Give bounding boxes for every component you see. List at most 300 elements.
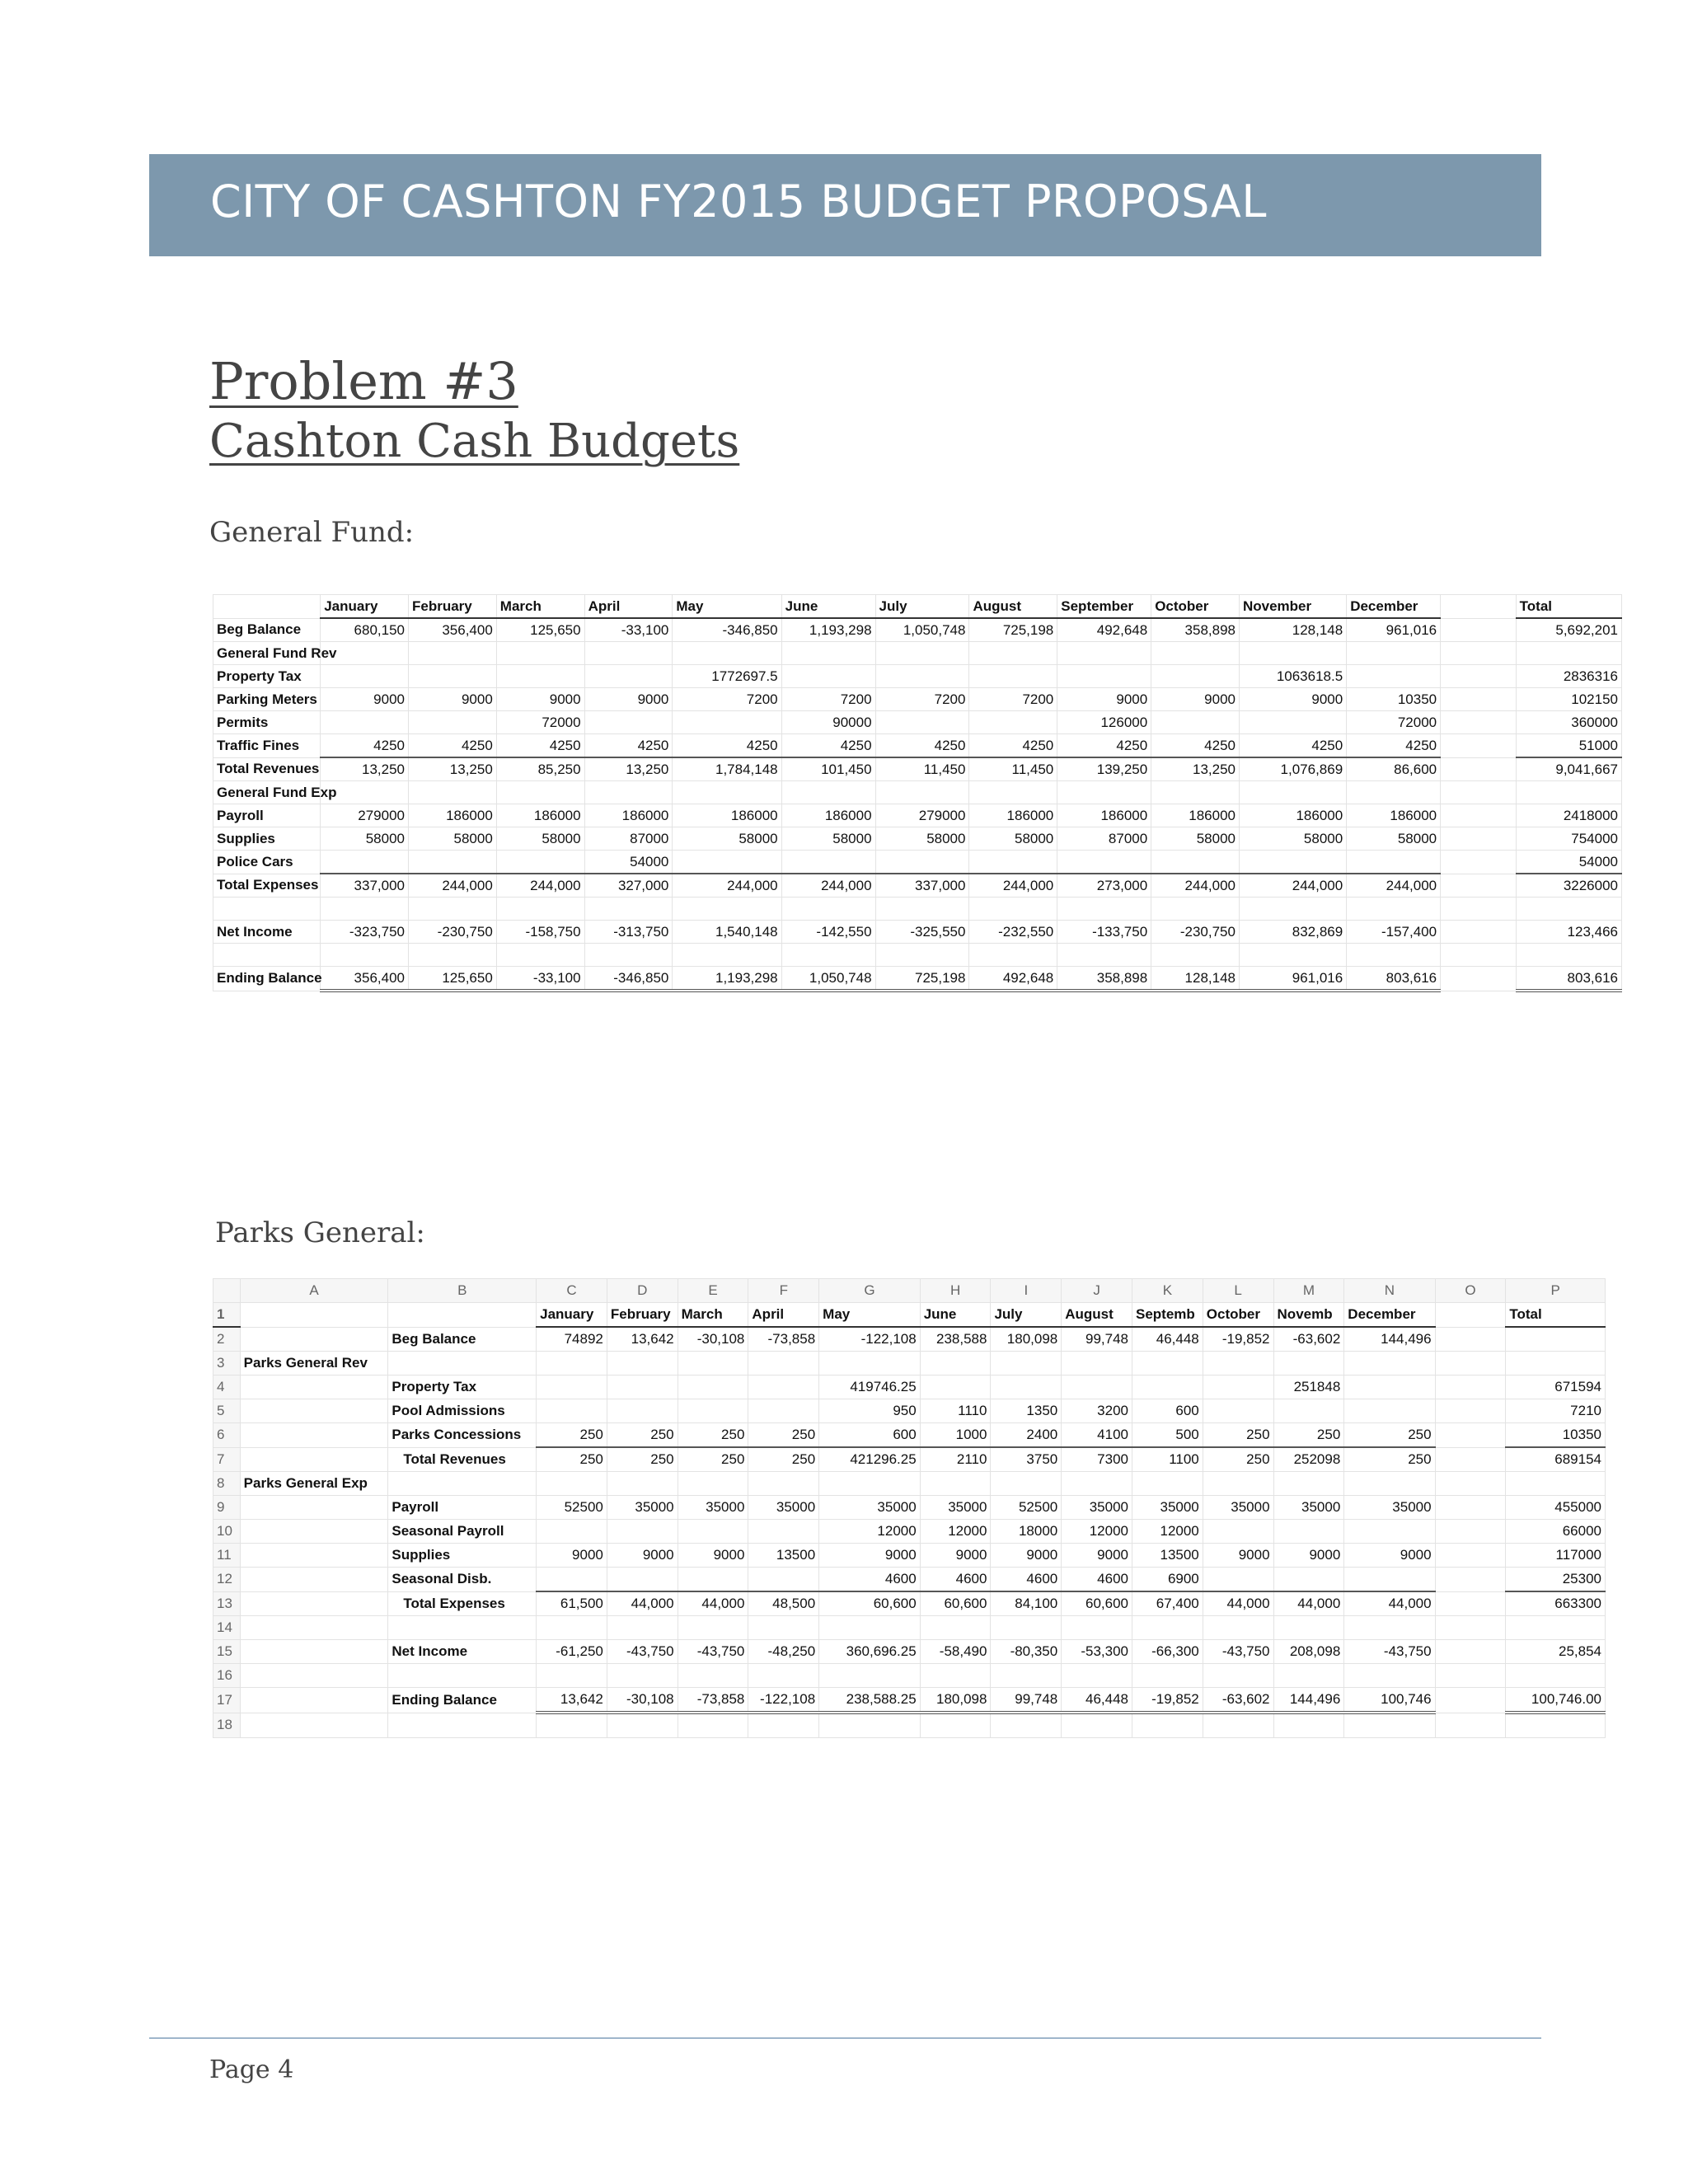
- pk-value-cell: [1344, 1520, 1435, 1544]
- pk-column-header[interactable]: N: [1344, 1279, 1435, 1303]
- gf-value-cell: 125,650: [496, 618, 584, 642]
- gf-row-label: Ending Balance: [213, 967, 321, 991]
- gf-row-label: Permits: [213, 711, 321, 734]
- pk-gap-cell: [1435, 1520, 1506, 1544]
- gf-month-header: February: [409, 595, 497, 619]
- pk-row-label: Parks Concessions: [388, 1423, 537, 1448]
- pk-value-cell: 18000: [991, 1520, 1062, 1544]
- pk-empty-cell: [1132, 1352, 1203, 1376]
- gf-value-cell: [673, 711, 781, 734]
- pk-empty-cell: [819, 1472, 921, 1496]
- gf-value-cell: [1151, 781, 1240, 804]
- pk-empty-cell: [748, 1616, 819, 1640]
- pk-month-header: February: [607, 1303, 678, 1328]
- gf-value-cell: -323,750: [321, 921, 409, 944]
- gf-value-cell: 279000: [321, 804, 409, 827]
- pk-column-header[interactable]: L: [1203, 1279, 1273, 1303]
- pk-column-header[interactable]: O: [1435, 1279, 1506, 1303]
- pk-value-cell: 250: [607, 1447, 678, 1472]
- gf-value-cell: 186000: [1239, 804, 1346, 827]
- gf-value-cell: [321, 851, 409, 874]
- pk-month-header: October: [1203, 1303, 1273, 1328]
- gf-table-row: [213, 734, 1622, 758]
- pk-empty-cell: [388, 1303, 537, 1328]
- gf-value-cell: -230,750: [1151, 921, 1240, 944]
- gf-value-cell: [875, 642, 969, 665]
- pk-row-number[interactable]: 10: [213, 1520, 241, 1544]
- gf-value-cell: [781, 851, 875, 874]
- gf-value-cell: 725,198: [969, 618, 1057, 642]
- pk-value-cell: -48,250: [748, 1640, 819, 1664]
- gf-gap-cell: [1441, 734, 1517, 758]
- gf-row-label: Property Tax: [213, 665, 321, 688]
- gf-value-cell: [409, 781, 497, 804]
- pk-gap-cell: [1435, 1303, 1506, 1328]
- gf-value-cell: 58000: [673, 827, 781, 851]
- pk-empty-cell: [1344, 1616, 1435, 1640]
- gf-value-cell: 10350: [1347, 688, 1441, 711]
- gf-empty-cell: [1516, 898, 1621, 921]
- pk-value-cell: 180,098: [920, 1688, 991, 1713]
- pk-empty-cell: [1273, 1713, 1344, 1738]
- pk-empty-cell: [240, 1496, 388, 1520]
- gf-value-cell: [1239, 851, 1346, 874]
- gf-value-cell: 54000: [584, 851, 673, 874]
- gf-value-cell: [409, 851, 497, 874]
- gf-table-row: [213, 781, 1622, 804]
- parks-general-table: [213, 1278, 1606, 1738]
- pk-value-cell: 35000: [1344, 1496, 1435, 1520]
- pk-value-cell: 4600: [920, 1568, 991, 1592]
- pk-row-number[interactable]: 8: [213, 1472, 241, 1496]
- gf-month-header: July: [875, 595, 969, 619]
- gf-value-cell: 9000: [1151, 688, 1240, 711]
- gf-value-cell: [969, 711, 1057, 734]
- gf-value-cell: -346,850: [584, 967, 673, 991]
- pk-column-header[interactable]: A: [240, 1279, 388, 1303]
- gf-gap-cell: [1441, 757, 1517, 781]
- gf-empty-cell: [409, 898, 497, 921]
- gf-empty-cell: [673, 898, 781, 921]
- pk-value-cell: 250: [678, 1447, 748, 1472]
- gf-value-cell: [969, 851, 1057, 874]
- gf-value-cell: 273,000: [1057, 874, 1151, 898]
- pk-value-cell: -122,108: [748, 1688, 819, 1713]
- pk-value-cell: 99,748: [1062, 1327, 1132, 1352]
- pk-value-cell: 1110: [920, 1399, 991, 1423]
- pk-total-cell: 663300: [1506, 1591, 1606, 1616]
- gf-value-cell: [496, 665, 584, 688]
- gf-value-cell: [781, 642, 875, 665]
- gf-value-cell: [673, 851, 781, 874]
- gf-value-cell: 58000: [409, 827, 497, 851]
- pk-value-cell: 13,642: [607, 1327, 678, 1352]
- pk-column-header[interactable]: J: [1062, 1279, 1132, 1303]
- gf-value-cell: 4250: [781, 734, 875, 758]
- pk-value-cell: 44,000: [1203, 1591, 1273, 1616]
- pk-empty-cell: [607, 1664, 678, 1688]
- pk-column-header[interactable]: F: [748, 1279, 819, 1303]
- pk-value-cell: 208,098: [1273, 1640, 1344, 1664]
- pk-value-cell: -122,108: [819, 1327, 921, 1352]
- gf-value-cell: [496, 781, 584, 804]
- gf-value-cell: [1151, 711, 1240, 734]
- pk-column-header[interactable]: P: [1506, 1279, 1606, 1303]
- gf-value-cell: 58000: [1347, 827, 1441, 851]
- pk-table-row: [213, 1399, 1606, 1423]
- gf-value-cell: 87000: [1057, 827, 1151, 851]
- pk-value-cell: 52500: [991, 1496, 1062, 1520]
- pk-table-row: [213, 1472, 1606, 1496]
- pk-value-cell: [1273, 1568, 1344, 1592]
- pk-value-cell: -43,750: [1203, 1640, 1273, 1664]
- pk-value-cell: -66,300: [1132, 1640, 1203, 1664]
- pk-column-header[interactable]: D: [607, 1279, 678, 1303]
- gf-empty-cell: [969, 944, 1057, 967]
- pk-empty-cell: [920, 1352, 991, 1376]
- pk-value-cell: 7300: [1062, 1447, 1132, 1472]
- gf-empty-cell: [321, 944, 409, 967]
- pk-table-row: [213, 1423, 1606, 1448]
- pk-value-cell: [678, 1520, 748, 1544]
- pk-total-cell: 66000: [1506, 1520, 1606, 1544]
- gf-value-cell: 1,784,148: [673, 757, 781, 781]
- pk-empty-cell: [1435, 1352, 1506, 1376]
- pk-value-cell: -19,852: [1132, 1688, 1203, 1713]
- pk-value-cell: 1000: [920, 1423, 991, 1448]
- gf-value-cell: 4250: [1057, 734, 1151, 758]
- pk-row-number[interactable]: 5: [213, 1399, 241, 1423]
- gf-empty-cell: [496, 898, 584, 921]
- pk-empty-cell: [1062, 1664, 1132, 1688]
- pk-section-label: Parks General Rev: [240, 1352, 388, 1376]
- pk-empty-cell: [748, 1713, 819, 1738]
- gf-total-cell: 51000: [1516, 734, 1621, 758]
- gf-value-cell: [409, 711, 497, 734]
- gf-total-cell: 803,616: [1516, 967, 1621, 991]
- pk-value-cell: [991, 1376, 1062, 1399]
- gf-total-cell: 2418000: [1516, 804, 1621, 827]
- gf-value-cell: 356,400: [321, 967, 409, 991]
- pk-gap-cell: [1435, 1640, 1506, 1664]
- pk-row-number[interactable]: 11: [213, 1544, 241, 1568]
- gf-value-cell: 492,648: [1057, 618, 1151, 642]
- gf-empty-cell: [1441, 898, 1517, 921]
- pk-row-label: Property Tax: [388, 1376, 537, 1399]
- pk-month-header: April: [748, 1303, 819, 1328]
- pk-empty-cell: [991, 1352, 1062, 1376]
- pk-table-row: [213, 1591, 1606, 1616]
- gf-value-cell: [409, 642, 497, 665]
- pk-month-header: June: [920, 1303, 991, 1328]
- pk-empty-cell: [1506, 1664, 1606, 1688]
- gf-value-cell: -346,850: [673, 618, 781, 642]
- pk-value-cell: 251848: [1273, 1376, 1344, 1399]
- pk-select-all-corner[interactable]: [213, 1279, 241, 1303]
- pk-value-cell: 35000: [920, 1496, 991, 1520]
- pk-value-cell: 250: [537, 1447, 607, 1472]
- pk-empty-cell: [1203, 1352, 1273, 1376]
- pk-empty-cell: [991, 1616, 1062, 1640]
- gf-gap-cell: [1441, 851, 1517, 874]
- gf-month-header: May: [673, 595, 781, 619]
- pk-month-header: December: [1344, 1303, 1435, 1328]
- pk-row-number[interactable]: 13: [213, 1591, 241, 1616]
- gf-value-cell: [584, 665, 673, 688]
- pk-value-cell: 144,496: [1273, 1688, 1344, 1713]
- gf-row-label: Payroll: [213, 804, 321, 827]
- pk-row-number[interactable]: 9: [213, 1496, 241, 1520]
- pk-value-cell: -30,108: [678, 1327, 748, 1352]
- pk-total-cell: 25300: [1506, 1568, 1606, 1592]
- pk-row-number[interactable]: 2: [213, 1327, 241, 1352]
- pk-column-header[interactable]: K: [1132, 1279, 1203, 1303]
- gf-value-cell: 680,150: [321, 618, 409, 642]
- gf-value-cell: 358,898: [1151, 618, 1240, 642]
- pk-month-header: January: [537, 1303, 607, 1328]
- pk-empty-cell: [1132, 1713, 1203, 1738]
- gf-total-cell: 5,692,201: [1516, 618, 1621, 642]
- pk-column-header[interactable]: I: [991, 1279, 1062, 1303]
- gf-value-cell: 58000: [875, 827, 969, 851]
- gf-value-cell: [496, 851, 584, 874]
- pk-value-cell: 419746.25: [819, 1376, 921, 1399]
- general-fund-label: General Fund:: [209, 516, 415, 549]
- pk-value-cell: 12000: [1062, 1520, 1132, 1544]
- pk-table-row: [213, 1352, 1606, 1376]
- gf-value-cell: 832,869: [1239, 921, 1346, 944]
- pk-row-number[interactable]: 18: [213, 1713, 241, 1738]
- pk-gap-cell: [1435, 1327, 1506, 1352]
- gf-value-cell: [409, 665, 497, 688]
- pk-table-row: [213, 1713, 1606, 1738]
- gf-value-cell: 961,016: [1347, 618, 1441, 642]
- gf-value-cell: 9000: [584, 688, 673, 711]
- pk-value-cell: 360,696.25: [819, 1640, 921, 1664]
- pk-value-cell: -43,750: [1344, 1640, 1435, 1664]
- pk-table-row: [213, 1327, 1606, 1352]
- pk-table-row: [213, 1520, 1606, 1544]
- pk-value-cell: [678, 1399, 748, 1423]
- pk-value-cell: 84,100: [991, 1591, 1062, 1616]
- gf-month-header: October: [1151, 595, 1240, 619]
- problem-heading: Problem #3: [209, 351, 518, 411]
- pk-column-header[interactable]: E: [678, 1279, 748, 1303]
- gf-row-label: Traffic Fines: [213, 734, 321, 758]
- gf-month-header: March: [496, 595, 584, 619]
- pk-value-cell: 252098: [1273, 1447, 1344, 1472]
- gf-value-cell: 13,250: [321, 757, 409, 781]
- pk-value-cell: 250: [1203, 1423, 1273, 1448]
- pk-value-cell: 3200: [1062, 1399, 1132, 1423]
- pk-value-cell: 9000: [819, 1544, 921, 1568]
- pk-value-cell: 67,400: [1132, 1591, 1203, 1616]
- pk-value-cell: -73,858: [748, 1327, 819, 1352]
- gf-gap-cell: [1441, 874, 1517, 898]
- pk-value-cell: 35000: [819, 1496, 921, 1520]
- pk-row-number[interactable]: 4: [213, 1376, 241, 1399]
- pk-row-number[interactable]: 15: [213, 1640, 241, 1664]
- pk-value-cell: [607, 1520, 678, 1544]
- pk-row-label: Seasonal Disb.: [388, 1568, 537, 1592]
- pk-row-number[interactable]: 6: [213, 1423, 241, 1448]
- pk-value-cell: [1203, 1399, 1273, 1423]
- pk-value-cell: 9000: [920, 1544, 991, 1568]
- gf-value-cell: [584, 711, 673, 734]
- pk-value-cell: 35000: [1273, 1496, 1344, 1520]
- pk-value-cell: 600: [1132, 1399, 1203, 1423]
- gf-value-cell: [781, 781, 875, 804]
- gf-empty-cell: [969, 898, 1057, 921]
- pk-value-cell: -43,750: [678, 1640, 748, 1664]
- pk-empty-cell: [1435, 1664, 1506, 1688]
- pk-column-header[interactable]: G: [819, 1279, 921, 1303]
- gf-value-cell: 86,600: [1347, 757, 1441, 781]
- pk-row-label: Total Expenses: [388, 1591, 537, 1616]
- pk-empty-cell: [240, 1399, 388, 1423]
- gf-value-cell: -158,750: [496, 921, 584, 944]
- title-banner: [149, 154, 1541, 256]
- gf-value-cell: 1772697.5: [673, 665, 781, 688]
- gf-gap-cell: [1441, 688, 1517, 711]
- pk-value-cell: 250: [748, 1423, 819, 1448]
- pk-row-label: Net Income: [388, 1640, 537, 1664]
- pk-value-cell: 950: [819, 1399, 921, 1423]
- pk-value-cell: 9000: [991, 1544, 1062, 1568]
- pk-total-cell: [1506, 1327, 1606, 1352]
- pk-empty-cell: [678, 1616, 748, 1640]
- pk-empty-cell: [240, 1447, 388, 1472]
- pk-value-cell: [1132, 1376, 1203, 1399]
- pk-empty-cell: [1203, 1472, 1273, 1496]
- gf-table-row: [213, 688, 1622, 711]
- pk-column-header[interactable]: M: [1273, 1279, 1344, 1303]
- gf-value-cell: [969, 781, 1057, 804]
- gf-value-cell: 244,000: [781, 874, 875, 898]
- pk-gap-cell: [1435, 1591, 1506, 1616]
- gf-value-cell: [1239, 781, 1346, 804]
- pk-row-number[interactable]: 16: [213, 1664, 241, 1688]
- gf-empty-cell: [1151, 898, 1240, 921]
- pk-table-row: [213, 1568, 1606, 1592]
- pk-value-cell: -43,750: [607, 1640, 678, 1664]
- gf-value-cell: [875, 665, 969, 688]
- pk-value-cell: 250: [678, 1423, 748, 1448]
- pk-row-number[interactable]: 7: [213, 1447, 241, 1472]
- gf-row-label: Police Cars: [213, 851, 321, 874]
- gf-total-header: Total: [1516, 595, 1621, 619]
- gf-value-cell: -313,750: [584, 921, 673, 944]
- pk-empty-cell: [240, 1591, 388, 1616]
- pk-value-cell: 60,600: [819, 1591, 921, 1616]
- pk-value-cell: 250: [1273, 1423, 1344, 1448]
- gf-value-cell: 961,016: [1239, 967, 1346, 991]
- pk-value-cell: [748, 1568, 819, 1592]
- gf-value-cell: 1063618.5: [1239, 665, 1346, 688]
- pk-row-label: Supplies: [388, 1544, 537, 1568]
- pk-value-cell: 44,000: [678, 1591, 748, 1616]
- pk-empty-cell: [388, 1472, 537, 1496]
- pk-empty-cell: [537, 1616, 607, 1640]
- gf-value-cell: 90000: [781, 711, 875, 734]
- gf-value-cell: [1057, 781, 1151, 804]
- pk-row-number[interactable]: 14: [213, 1616, 241, 1640]
- gf-value-cell: 186000: [496, 804, 584, 827]
- gf-value-cell: [584, 642, 673, 665]
- pk-row-label: Beg Balance: [388, 1327, 537, 1352]
- parks-general-label: Parks General:: [215, 1216, 425, 1249]
- pk-table-row: [213, 1688, 1606, 1713]
- gf-value-cell: 87000: [584, 827, 673, 851]
- pk-empty-cell: [1203, 1664, 1273, 1688]
- pk-value-cell: [1344, 1399, 1435, 1423]
- pk-value-cell: 238,588: [920, 1327, 991, 1352]
- pk-empty-cell: [1132, 1616, 1203, 1640]
- pk-value-cell: 9000: [1273, 1544, 1344, 1568]
- pk-total-header: Total: [1506, 1303, 1606, 1328]
- pk-column-header[interactable]: H: [920, 1279, 991, 1303]
- pk-row-number[interactable]: 3: [213, 1352, 241, 1376]
- pk-value-cell: -19,852: [1203, 1327, 1273, 1352]
- pk-row-number[interactable]: 1: [213, 1303, 241, 1328]
- gf-gap-cell: [1441, 921, 1517, 944]
- gf-empty-cell: [584, 944, 673, 967]
- pk-table-row: [213, 1303, 1606, 1328]
- gf-value-cell: 356,400: [409, 618, 497, 642]
- gf-value-cell: 186000: [969, 804, 1057, 827]
- pk-empty-cell: [240, 1327, 388, 1352]
- gf-month-header: August: [969, 595, 1057, 619]
- pk-column-header[interactable]: C: [537, 1279, 607, 1303]
- pk-value-cell: 52500: [537, 1496, 607, 1520]
- pk-empty-cell: [388, 1664, 537, 1688]
- pk-value-cell: 60,600: [920, 1591, 991, 1616]
- pk-empty-cell: [240, 1640, 388, 1664]
- gf-total-cell: 9,041,667: [1516, 757, 1621, 781]
- pk-table-row: [213, 1640, 1606, 1664]
- pk-empty-cell: [991, 1472, 1062, 1496]
- gf-value-cell: 4250: [409, 734, 497, 758]
- problem-subtitle: Cashton Cash Budgets: [209, 415, 740, 468]
- pk-empty-cell: [537, 1472, 607, 1496]
- pk-month-header: May: [819, 1303, 921, 1328]
- pk-empty-cell: [991, 1713, 1062, 1738]
- pk-month-header: Septemb: [1132, 1303, 1203, 1328]
- pk-value-cell: 9000: [678, 1544, 748, 1568]
- pk-row-number[interactable]: 12: [213, 1568, 241, 1592]
- gf-gap-cell: [1441, 781, 1517, 804]
- pk-value-cell: 35000: [748, 1496, 819, 1520]
- gf-empty-cell: [1441, 944, 1517, 967]
- gf-month-header: January: [321, 595, 409, 619]
- pk-column-header[interactable]: B: [388, 1279, 537, 1303]
- pk-value-cell: 12000: [819, 1520, 921, 1544]
- pk-value-cell: 60,600: [1062, 1591, 1132, 1616]
- pk-row-number[interactable]: 17: [213, 1688, 241, 1713]
- pk-value-cell: -61,250: [537, 1640, 607, 1664]
- gf-value-cell: [1347, 851, 1441, 874]
- pk-empty-cell: [240, 1568, 388, 1592]
- pk-value-cell: -63,602: [1203, 1688, 1273, 1713]
- pk-empty-cell: [240, 1616, 388, 1640]
- pk-empty-cell: [991, 1664, 1062, 1688]
- gf-value-cell: -230,750: [409, 921, 497, 944]
- gf-value-cell: 1,193,298: [781, 618, 875, 642]
- pk-value-cell: [1062, 1376, 1132, 1399]
- gf-value-cell: 11,450: [969, 757, 1057, 781]
- gf-value-cell: [969, 642, 1057, 665]
- gf-value-cell: 4250: [1151, 734, 1240, 758]
